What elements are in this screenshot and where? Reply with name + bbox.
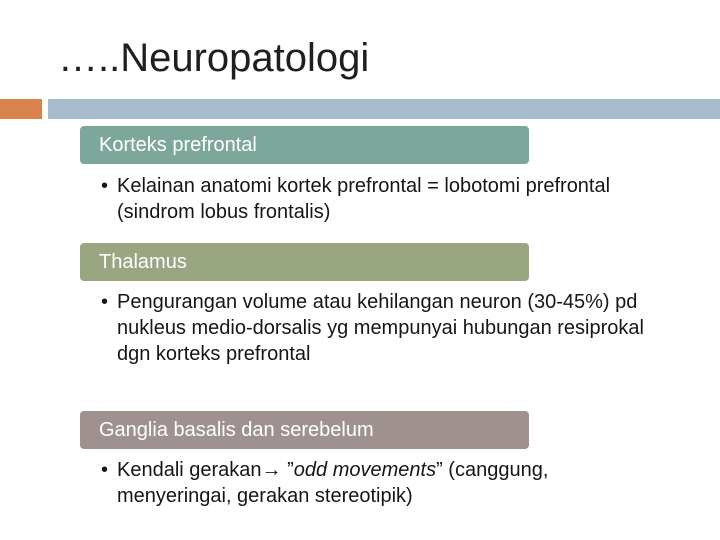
title-accent-bar — [0, 99, 42, 119]
section-header-ganglia-basalis: Ganglia basalis dan serebelum — [80, 411, 529, 449]
bullet-text — [101, 457, 661, 509]
bullet-text-prefix: Kendali gerakan→ ” — [117, 459, 294, 481]
bullet-ganglia-basalis — [101, 457, 661, 509]
bullet-thalamus — [101, 289, 661, 367]
bullet-dot: • — [101, 459, 109, 481]
slide-title: …..Neuropatologi — [58, 36, 370, 80]
bullet-text: Pengurangan volume atau kehilangan neuron (30-45%) pd nukleus medio-dorsalis yg mempunyai hubungan resiprokal dgn korteks prefrontal — [117, 291, 644, 365]
bullet-korteks-prefrontal — [101, 173, 661, 225]
bullet-dot: • — [101, 175, 109, 197]
bullet-text-emphasis: odd movements — [293, 459, 437, 481]
section-header-korteks-prefrontal: Korteks prefrontal — [80, 126, 529, 164]
bullet-text: Kelainan anatomi kortek prefrontal = lobotomi prefrontal (sindrom lobus frontalis) — [117, 175, 611, 223]
bullet-text-suffix: ” (canggung, menyeringai, gerakan stereotipik) — [117, 459, 549, 507]
bullet-dot: • — [101, 291, 109, 313]
section-header-thalamus: Thalamus — [80, 243, 529, 281]
title-rule-bar — [48, 99, 720, 119]
